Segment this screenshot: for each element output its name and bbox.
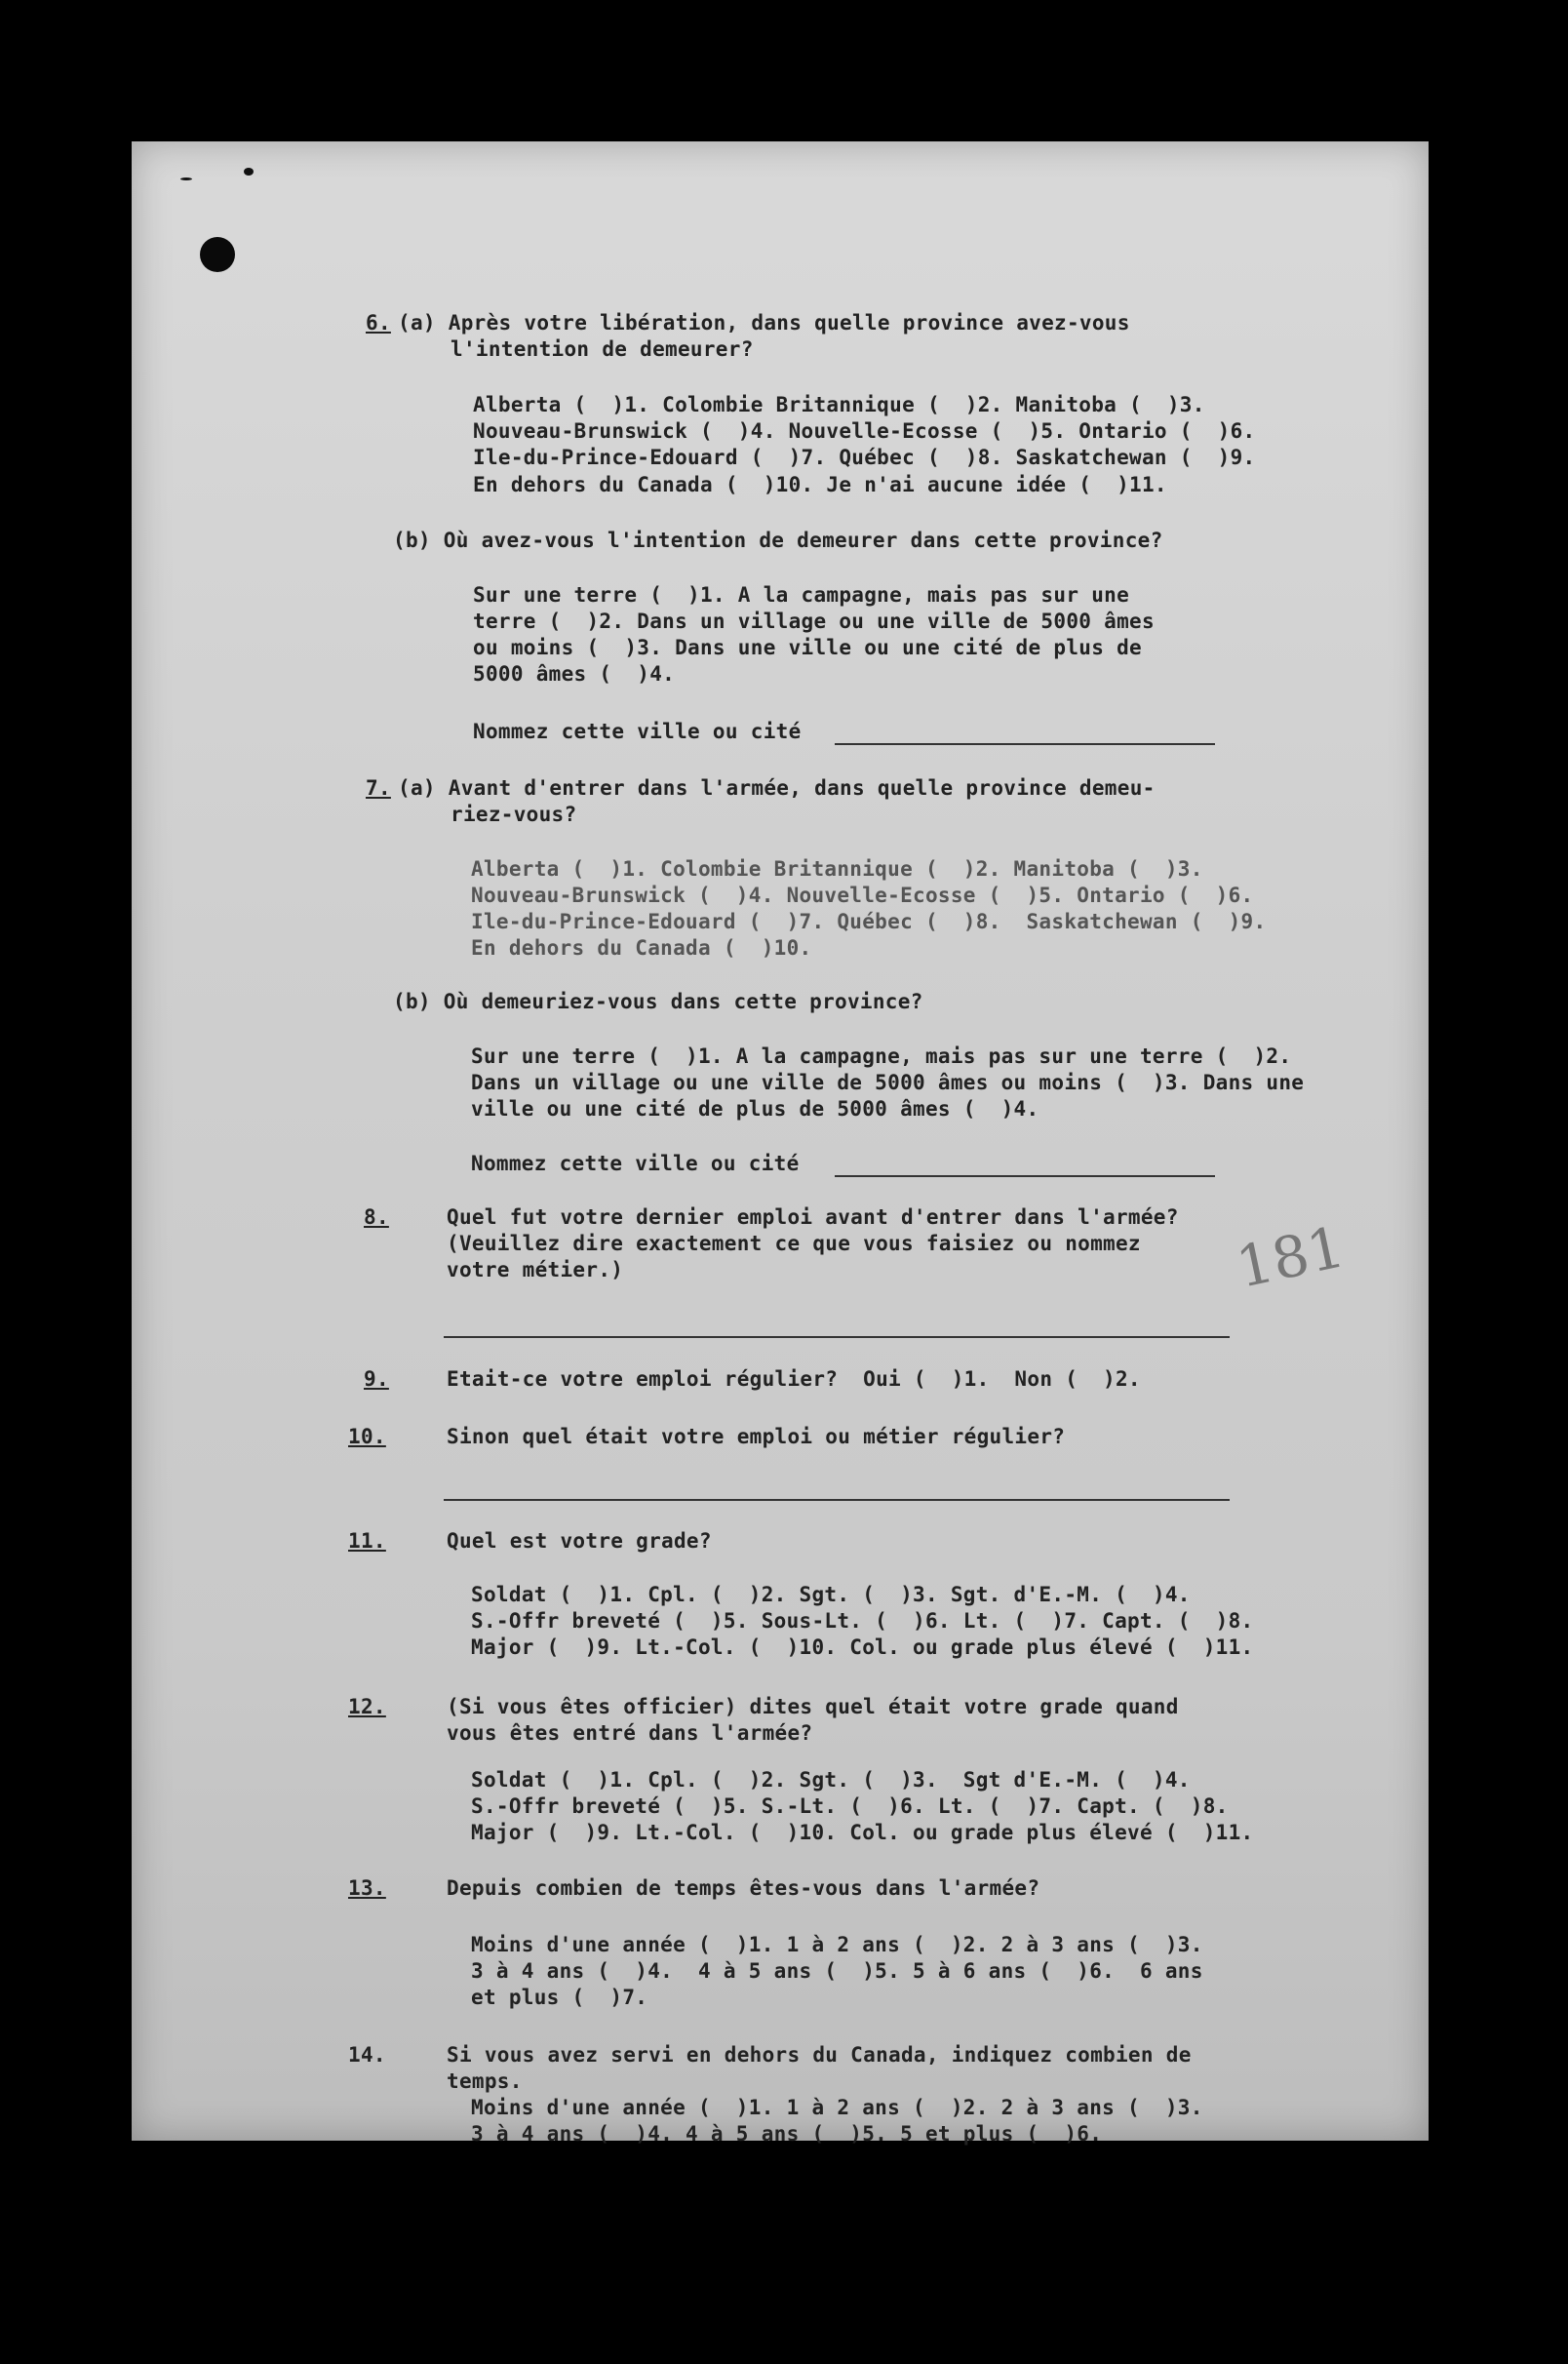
margin-note: 181 [1231, 1213, 1351, 1301]
q8-text: votre métier.) [447, 1258, 624, 1281]
q6a-text: (a) Après votre libération, dans quelle province avez-vous [398, 311, 1130, 335]
q12-option-line: Soldat ( )1. Cpl. ( )2. Sgt. ( )3. Sgt d'E.-M. ( )4. [471, 1768, 1191, 1792]
q13-option-line: et plus ( )7. [471, 1986, 648, 2009]
q14-option-line: 3 à 4 ans ( )4. 4 à 5 ans ( )5. 5 et plus ( )6. [471, 2122, 1103, 2146]
q6a-text-cont: l'intention de demeurer? [451, 337, 754, 361]
q8-text: (Veuillez dire exactement ce que vous faisiez ou nommez [447, 1232, 1141, 1255]
q11-option-line: Major ( )9. Lt.-Col. ( )10. Col. ou grade plus élevé ( )11. [471, 1635, 1254, 1659]
q14-text: temps. [447, 2069, 523, 2093]
q10-answer-line [444, 1499, 1230, 1501]
q11-number: 11. [348, 1529, 386, 1553]
q12-text: (Si vous êtes officier) dites quel était votre grade quand [447, 1695, 1179, 1718]
q13-number: 13. [348, 1876, 386, 1900]
speck [180, 177, 192, 180]
q7-number: 7. [366, 776, 391, 800]
q6a-option-line: Ile-du-Prince-Edouard ( )7. Québec ( )8. Saskatchewan ( )9. [473, 446, 1256, 469]
q12-option-line: Major ( )9. Lt.-Col. ( )10. Col. ou grade plus élevé ( )11. [471, 1821, 1254, 1844]
q6b-option-line: terre ( )2. Dans un village ou une ville de 5000 âmes [473, 610, 1155, 633]
q6-city-line [835, 743, 1215, 745]
q7-city-label: Nommez cette ville ou cité [471, 1152, 800, 1175]
q7a-text: (a) Avant d'entrer dans l'armée, dans quelle province demeu- [398, 776, 1156, 800]
q7a-option-line: Alberta ( )1. Colombie Britannique ( )2. Manitoba ( )3. [471, 857, 1203, 881]
q10-number: 10. [348, 1425, 386, 1448]
q11-option-line: S.-Offr breveté ( )5. Sous-Lt. ( )6. Lt. ( )7. Capt. ( )8. [471, 1609, 1254, 1633]
q14-number: 14. [348, 2043, 386, 2067]
q8-number: 8. [364, 1205, 389, 1229]
q12-text: vous êtes entré dans l'armée? [447, 1721, 813, 1745]
q6-city-label: Nommez cette ville ou cité [473, 720, 802, 743]
q12-option-line: S.-Offr breveté ( )5. S.-Lt. ( )6. Lt. ( )7. Capt. ( )8. [471, 1794, 1229, 1818]
q6a-option-line: En dehors du Canada ( )10. Je n'ai aucune idée ( )11. [473, 473, 1167, 496]
q14-option-line: Moins d'une année ( )1. 1 à 2 ans ( )2. 2 à 3 ans ( )3. [471, 2096, 1203, 2119]
q14-text: Si vous avez servi en dehors du Canada, indiquez combien de [447, 2043, 1192, 2067]
q7b-option-line: Dans un village ou une ville de 5000 âmes ou moins ( )3. Dans une [471, 1071, 1305, 1094]
q11-option-line: Soldat ( )1. Cpl. ( )2. Sgt. ( )3. Sgt. d'E.-M. ( )4. [471, 1583, 1191, 1606]
q8-text: Quel fut votre dernier emploi avant d'entrer dans l'armée? [447, 1205, 1179, 1229]
q6b-option-line: Sur une terre ( )1. A la campagne, mais pas sur une [473, 583, 1130, 607]
q10-text: Sinon quel était votre emploi ou métier régulier? [447, 1425, 1066, 1448]
q7b-text: (b) Où demeuriez-vous dans cette province? [393, 990, 923, 1013]
q7-city-line [835, 1175, 1215, 1177]
q6b-text: (b) Où avez-vous l'intention de demeurer dans cette province? [393, 529, 1163, 552]
q13-option-line: Moins d'une année ( )1. 1 à 2 ans ( )2. 2 à 3 ans ( )3. [471, 1933, 1203, 1956]
speck [244, 168, 254, 176]
q6-number: 6. [366, 311, 391, 335]
q7a-text-cont: riez-vous? [451, 803, 577, 826]
q13-text: Depuis combien de temps êtes-vous dans l'armée? [447, 1876, 1040, 1900]
q7a-option-line: En dehors du Canada ( )10. [471, 936, 812, 960]
q6b-option-line: ou moins ( )3. Dans une ville ou une cité de plus de [473, 636, 1142, 659]
q12-number: 12. [348, 1695, 386, 1718]
q9-number: 9. [364, 1367, 389, 1391]
q7a-option-line: Ile-du-Prince-Edouard ( )7. Québec ( )8. Saskatchewan ( )9. [471, 910, 1267, 933]
q8-answer-line [444, 1336, 1230, 1338]
q9-text: Etait-ce votre emploi régulier? Oui ( )1. Non ( )2. [447, 1367, 1141, 1391]
q6b-option-line: 5000 âmes ( )4. [473, 662, 676, 686]
q7a-option-line: Nouveau-Brunswick ( )4. Nouvelle-Ecosse ( )5. Ontario ( )6. [471, 884, 1254, 907]
q6a-option-line: Nouveau-Brunswick ( )4. Nouvelle-Ecosse ( )5. Ontario ( )6. [473, 419, 1256, 443]
q7b-option-line: Sur une terre ( )1. A la campagne, mais pas sur une terre ( )2. [471, 1044, 1292, 1068]
q13-option-line: 3 à 4 ans ( )4. 4 à 5 ans ( )5. 5 à 6 ans ( )6. 6 ans [471, 1959, 1203, 1983]
q6a-option-line: Alberta ( )1. Colombie Britannique ( )2. Manitoba ( )3. [473, 393, 1205, 416]
q7b-option-line: ville ou une cité de plus de 5000 âmes ( )4. [471, 1097, 1039, 1121]
q11-text: Quel est votre grade? [447, 1529, 712, 1553]
punch-hole [200, 237, 235, 272]
